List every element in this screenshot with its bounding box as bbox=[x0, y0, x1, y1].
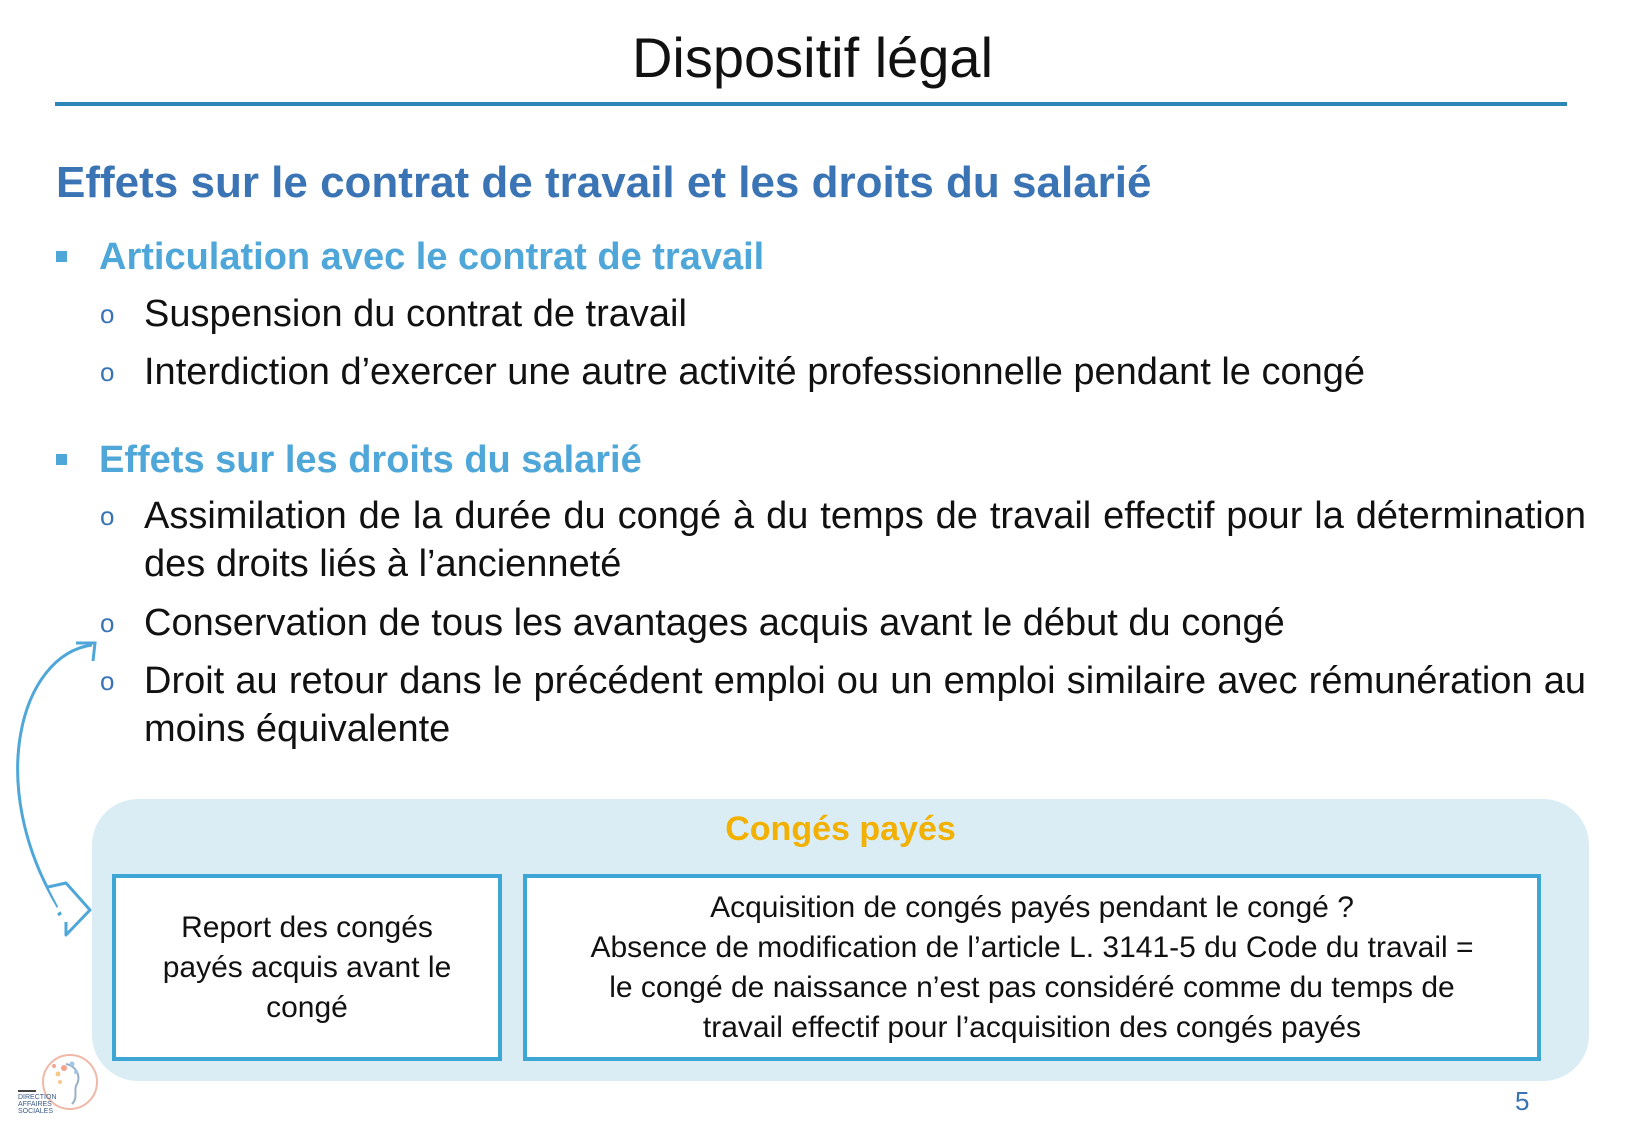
bullet-label: Effets sur les droits du salarié bbox=[99, 439, 642, 481]
circle-bullet-icon: o bbox=[100, 299, 115, 329]
list-item-text: Conservation de tous les avantages acquis avant le début du congé bbox=[144, 602, 1285, 644]
list-item-text: Interdiction d’exercer une autre activité professionnelle pendant le congé bbox=[144, 351, 1365, 393]
bullet-label: Articulation avec le contrat de travail bbox=[99, 236, 765, 278]
acquisition-conges-box bbox=[523, 874, 1541, 1061]
circle-bullet-icon: o bbox=[100, 501, 115, 531]
logo-text: AFFAIRES bbox=[18, 1101, 52, 1108]
circle-bullet-icon: o bbox=[100, 666, 115, 696]
acquisition-line: travail effectif pour l’acquisition des congés payés bbox=[702, 1010, 1362, 1044]
logo-text: DIRECTION bbox=[18, 1094, 57, 1101]
slide-title: Dispositif légal bbox=[631, 26, 994, 89]
acquisition-line: Acquisition de congés payés pendant le congé ? bbox=[710, 890, 1354, 924]
acquisition-line: Absence de modification de l’article L. 3141-5 du Code du travail = bbox=[590, 930, 1474, 964]
circle-bullet-icon: o bbox=[100, 357, 115, 387]
square-bullet-icon bbox=[56, 251, 67, 262]
circle-bullet-icon: o bbox=[100, 608, 115, 638]
conges-payes-panel bbox=[92, 799, 1589, 1081]
list-item-text: Droit au retour dans le précédent emploi ou un emploi similaire avec rémunération au moins équivalente bbox=[144, 660, 1586, 750]
logo-text: SOCIALES bbox=[18, 1108, 54, 1115]
list-item-text: Suspension du contrat de travail bbox=[144, 293, 687, 335]
page-number: 5 bbox=[1515, 1086, 1530, 1116]
report-conges-text: Report des congés payés acquis avant le congé bbox=[162, 910, 452, 1024]
section-heading: Effets sur le contrat de travail et les droits du salarié bbox=[56, 158, 1152, 207]
direction-affaires-sociales-logo bbox=[14, 1052, 100, 1116]
list-item-text: Assimilation de la durée du congé à du temps de travail effectif pour la détermination des droits liés à l’ancienneté bbox=[144, 495, 1586, 585]
report-conges-box bbox=[112, 874, 502, 1061]
conges-payes-title: Congés payés bbox=[725, 810, 956, 848]
title-divider bbox=[55, 102, 1567, 106]
square-bullet-icon bbox=[56, 454, 67, 465]
acquisition-line: le congé de naissance n’est pas considéré comme du temps de bbox=[609, 970, 1455, 1004]
